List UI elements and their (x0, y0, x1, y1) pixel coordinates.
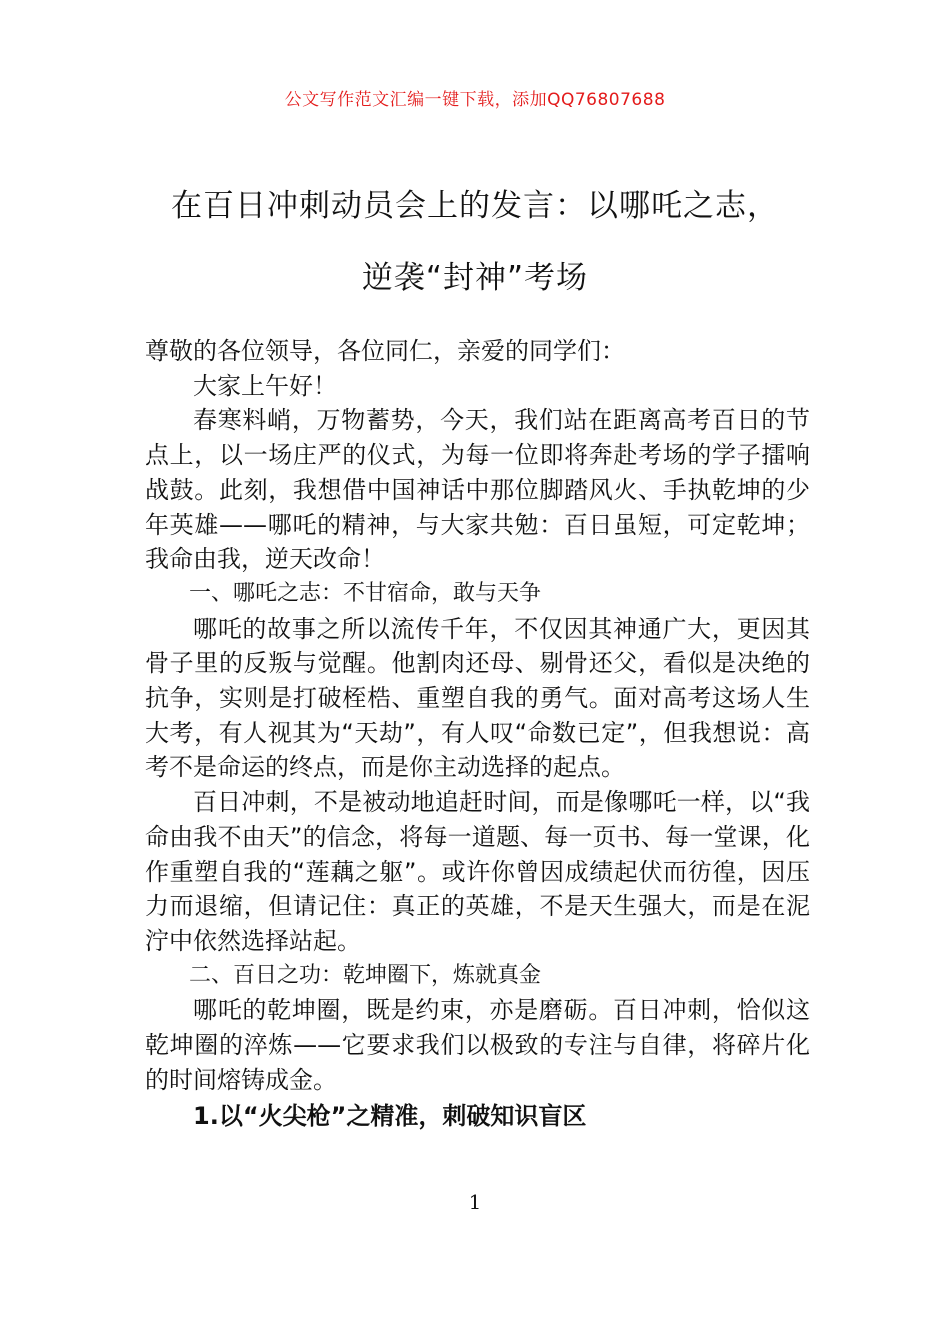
section-heading-2: 二、百日之功：乾坤圈下，炼就真金 (189, 962, 542, 988)
body-paragraph: 哪吒的故事之所以流传千年，不仅因其神通广大，更因其骨子里的反叛与觉醒。他割肉还母、剔骨还父，看似是决绝的抗争，实则是打破桎梏、重塑自我的勇气。面对高考这场人生大考，有人视其为“天劫”，有人叹“命数已定”，但我想说：高考不是命运的终点，而是你主动选择的起点。 (145, 614, 810, 782)
body-paragraph: 哪吒的乾坤圈，既是约束，亦是磨砺。百日冲刺，恰似这乾坤圈的淬炼——它要求我们以极致的专注与自律，将碎片化的时间熔铸成金。 (145, 996, 810, 1094)
subsection-heading-1: 1.以“火尖枪”之精准，刺破知识盲区 (193, 1102, 587, 1131)
title-line-2: 逆袭“封神”考场 (361, 260, 589, 296)
body-paragraph: 春寒料峭，万物蓄势，今天，我们站在距离高考百日的节点上，以一场庄严的仪式，为每一位即将奔赴考场的学子擂响战鼓。此刻，我想借中国神话中那位脚踏风火、手执乾坤的少年英雄——哪吒的精神，与大家共勉：百日虽短，可定乾坤；我命由我，逆天改命！ (145, 406, 810, 574)
greeting: 大家上午好！ (193, 371, 337, 400)
body-paragraph: 百日冲刺，不是被动地追赶时间，而是像哪吒一样，以“我命由我不由天”的信念，将每一道题、每一页书、每一堂课，化作重塑自我的“莲藕之躯”。或许你曾因成绩起伏而彷徨，因压力而退缩，但请记住：真正的英雄，不是天生强大，而是在泥泞中依然选择站起。 (145, 788, 810, 955)
document-title (120, 170, 830, 314)
header-banner: 公文写作范文汇编一键下载，添加QQ76807688 (284, 90, 666, 110)
salutation: 尊敬的各位领导，各位同仁，亲爱的同学们： (145, 337, 625, 365)
title-line-1: 在百日冲刺动员会上的发言：以哪吒之志， (171, 188, 779, 224)
page-number: 1 (468, 1190, 482, 1214)
document-body (145, 334, 810, 1134)
section-heading-1: 一、哪吒之志：不甘宿命，敢与天争 (189, 580, 542, 606)
